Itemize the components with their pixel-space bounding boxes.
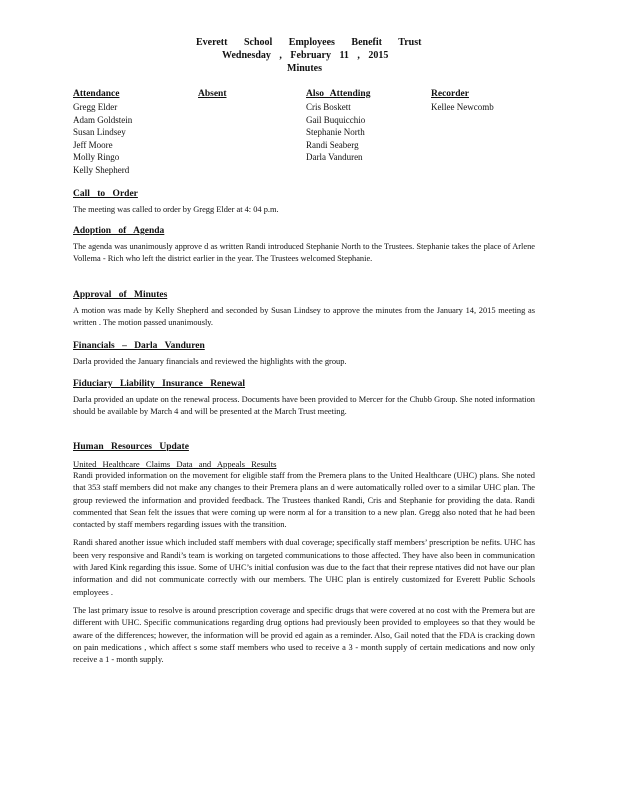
subsection-heading: United Healthcare Claims Data and Appeals Results — [73, 459, 277, 469]
section-text: Randi provided information on the movement for eligible staff from the Premera plans to the United Healthcare (UHC) plans. She noted that 353 staff members did not make any changes to their Premera plans an d were automatically rolled over to a similar UHC plan. The group reviewed the information and provided feedback. The Trustees thanked Randi, Cris and Stephanie for providing the data. Randi commented that Sean felt the issues that were coming up were norm al for a transition to a new plan. Gregg also noted that he had been contacted by staff members regarding issues with the transition. — [73, 471, 535, 530]
call-to-order-section — [73, 188, 535, 216]
guest-name: Randi Seaberg — [306, 139, 359, 150]
recorder-column — [431, 89, 494, 114]
attendee-name: Susan Lindsey — [73, 127, 126, 137]
recorder-name: Kellee Newcomb — [431, 102, 494, 112]
section-text: Darla provided an update on the renewal process. Documents have been provided to Mercer for the Chubb Group. She noted information should be available by March 4 and will be presented at the March Trust meeting. — [73, 395, 535, 417]
section-heading: Call to Order — [73, 189, 138, 199]
guest-name: Gail Buquicchio — [306, 114, 366, 125]
header-minutes: Minutes — [287, 63, 322, 74]
absent-column — [198, 89, 227, 101]
attendance-column — [73, 89, 132, 176]
guest-name: Stephanie North — [306, 127, 365, 137]
section-heading: Human Resources Update — [73, 442, 189, 452]
also-attending-column — [306, 89, 370, 164]
section-text: The meeting was called to order by Gregg Elder at 4: 04 p.m. — [73, 205, 279, 214]
attendee-name: Adam Goldstein — [73, 114, 133, 125]
guest-name: Darla Vanduren — [306, 152, 363, 162]
section-text: A motion was made by Kelly Shepherd and seconded by Susan Lindsey to approve the minutes from the January 14, 2015 meeting as written . The motion passed unanimously. — [73, 306, 535, 328]
header-trust-name: Everett School Employees Benefit Trust — [196, 37, 422, 48]
recorder-heading: Recorder — [431, 89, 469, 99]
section-text: Randi shared another issue which included staff members with dual coverage; specifically staff members’ prescription be nefits. UHC has been very responsive and Randi’s team is working on targeted communications to those affected. They have also been in communication with Jared Kink regarding this issue. Some of UHC’s initial confusion was due to the fact that their represe ntatives did not have our plan information and did not communicate correctly with our members. The UHC plan is entirely customized for Everett Public Schools employees . — [73, 538, 535, 597]
fiduciary-section — [73, 378, 535, 419]
section-heading: Adoption of Agenda — [73, 226, 165, 236]
financials-section — [73, 340, 535, 368]
section-heading: Financials – Darla Vanduren — [73, 341, 205, 351]
attendee-name: Kelly Shepherd — [73, 164, 130, 175]
attendee-name: Molly Ringo — [73, 152, 120, 162]
guest-name: Cris Boskett — [306, 102, 351, 112]
attendee-name: Gregg Elder — [73, 102, 118, 112]
section-text: The last primary issue to resolve is around prescription coverage and specific drugs that were covered at no cost with the Premera but are different with UHC. Specific communications regarding drug options had previously been provided to employees so that they would be aware of the differences; however, the information will be provid ed again as a reminder. Also, Gail noted that the FDA is cracking down on pain medications , which affect s some staff members who used to receive a 3 - month supply of certain medications and now only receive a 1 - month supply. — [73, 605, 535, 665]
approval-of-minutes-section — [73, 289, 535, 330]
absent-heading: Absent — [198, 89, 227, 99]
attendance-heading: Attendance — [73, 89, 120, 99]
section-heading: Fiduciary Liability Insurance Renewal — [73, 379, 246, 389]
adoption-of-agenda-section — [73, 225, 535, 266]
also-attending-heading: Also Attending — [306, 89, 371, 99]
section-text: Darla provided the January financials and reviewed the highlights with the group. — [73, 357, 347, 366]
human-resources-section — [73, 441, 535, 666]
attendee-name: Jeff Moore — [73, 139, 113, 150]
header-date: Wednesday , February 11 , 2015 — [222, 50, 389, 61]
section-heading: Approval of Minutes — [73, 290, 168, 300]
section-text: The agenda was unanimously approve d as written Randi introduced Stephanie North to the Trustees. Stephanie takes the place of Arlene Vollema - Rich who left the district earlier in the year. The Trustees welcomed Stephanie. — [73, 242, 535, 264]
